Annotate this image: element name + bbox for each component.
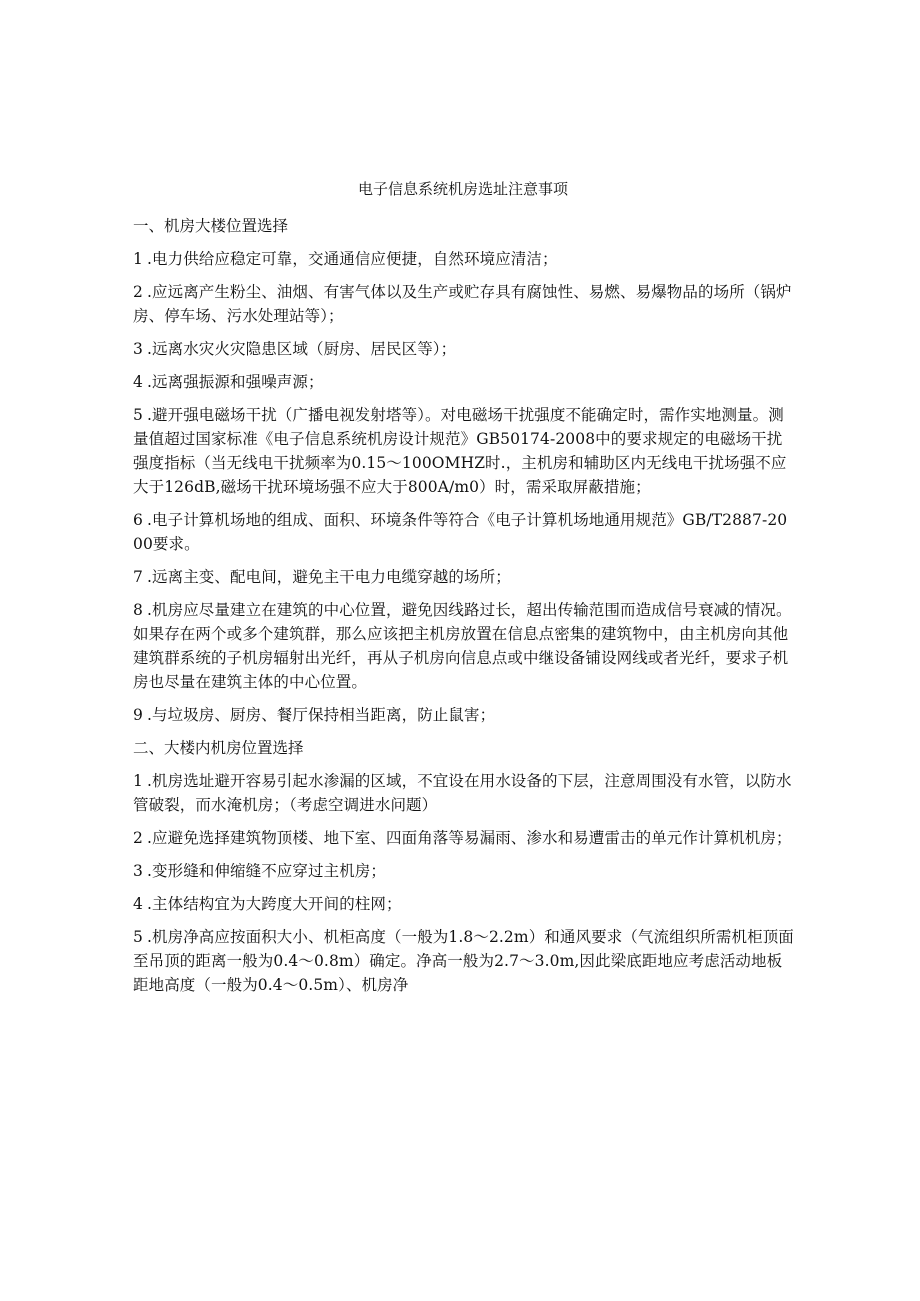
list-item [133, 247, 795, 271]
section-heading-room: 二、大楼内机房位置选择 [133, 739, 304, 757]
item-text: .远离强振源和强噪声源； [146, 373, 324, 391]
item-text: .电力供给应稳定可靠，交通通信应便捷，自然环境应清洁； [146, 250, 558, 268]
list-item [133, 769, 795, 817]
item-text: .应远离产生粉尘、油烟、有害气体以及生产或贮存具有腐蚀性、易燃、易爆物品的场所（锅炉房、停车场、污水处理站等）； [133, 283, 792, 325]
item-number: 6 [133, 511, 143, 529]
document-body [133, 214, 795, 1006]
item-number: 8 [133, 601, 143, 619]
list-item [133, 337, 795, 361]
item-text: .机房净高应按面积大小、机柜高度（一般为1.8～2.2m）和通风要求（气流组织所需机柜顶面至吊顶的距离一般为0.4～0.8m）确定。净高一般为2.7～3.0m,因此梁底距地应考虑活动地板距地高度（一般为0.4～0.5m）、机房净 [133, 928, 794, 994]
item-number: 7 [133, 568, 143, 586]
item-number: 5 [133, 928, 143, 946]
section-heading-building: 一、机房大楼位置选择 [133, 217, 289, 235]
list-item [133, 403, 795, 499]
list-item [133, 859, 795, 883]
list-item [133, 598, 795, 694]
item-text: .避开强电磁场干扰（广播电视发射塔等）。对电磁场干扰强度不能确定时，需作实地测量。测量值超过国家标准《电子信息系统机房设计规范》GB50174-2008中的要求规定的电磁场干扰强度指标（当无线电干扰频率为0.15～100OMHZ时.，主机房和辅助区内无线电干扰场强不应大于126dB,磁场干扰环境场强不应大于800A∕m0）时，需采取屏蔽措施； [133, 406, 787, 496]
item-number: 9 [133, 706, 143, 724]
item-text: .与垃圾房、厨房、餐厅保持相当距离，防止鼠害； [146, 706, 496, 724]
item-number: 2 [133, 283, 143, 301]
item-number: 3 [133, 340, 143, 358]
item-text: .远离主变、配电间，避免主干电力电缆穿越的场所； [146, 568, 511, 586]
item-number: 2 [133, 829, 143, 847]
document-title: 电子信息系统机房选址注意事项 [357, 180, 568, 198]
item-number: 1 [133, 250, 143, 268]
item-text: .机房应尽量建立在建筑的中心位置，避免因线路过长，超出传输范围而造成信号衰减的情况。如果存在两个或多个建筑群，那么应该把主机房放置在信息点密集的建筑物中，由主机房向其他建筑群系统的子机房辐射出光纤，再从子机房向信息点或中继设备铺设网线或者光纤，要求子机房也尽量在建筑主体的中心位置。 [133, 601, 792, 691]
item-number: 5 [133, 406, 143, 424]
list-item [133, 703, 795, 727]
item-text: .应避免选择建筑物顶楼、地下室、四面角落等易漏雨、渗水和易遭雷击的单元作计算机机房； [146, 829, 792, 847]
item-number: 1 [133, 772, 143, 790]
item-text: .远离水灾火灾隐患区域（厨房、居民区等）； [146, 340, 457, 358]
item-text: .电子计算机场地的组成、面积、环境条件等符合《电子计算机场地通用规范》GB/T2887-2000要求。 [133, 511, 788, 553]
list-item [133, 370, 795, 394]
item-text: .主体结构宜为大跨度大开间的柱网； [146, 895, 402, 913]
list-item [133, 892, 795, 916]
list-item [133, 565, 795, 589]
list-item [133, 826, 795, 850]
list-item [133, 508, 795, 556]
item-number: 4 [133, 895, 143, 913]
item-number: 4 [133, 373, 143, 391]
item-text: .机房选址避开容易引起水渗漏的区域，不宜设在用水设备的下层，注意周围没有水管，以防水管破裂，而水淹机房；（考虑空调进水问题） [133, 772, 792, 814]
item-number: 3 [133, 862, 143, 880]
item-text: .变形缝和伸缩缝不应穿过主机房； [146, 862, 386, 880]
list-item [133, 280, 795, 328]
list-item [133, 925, 795, 997]
